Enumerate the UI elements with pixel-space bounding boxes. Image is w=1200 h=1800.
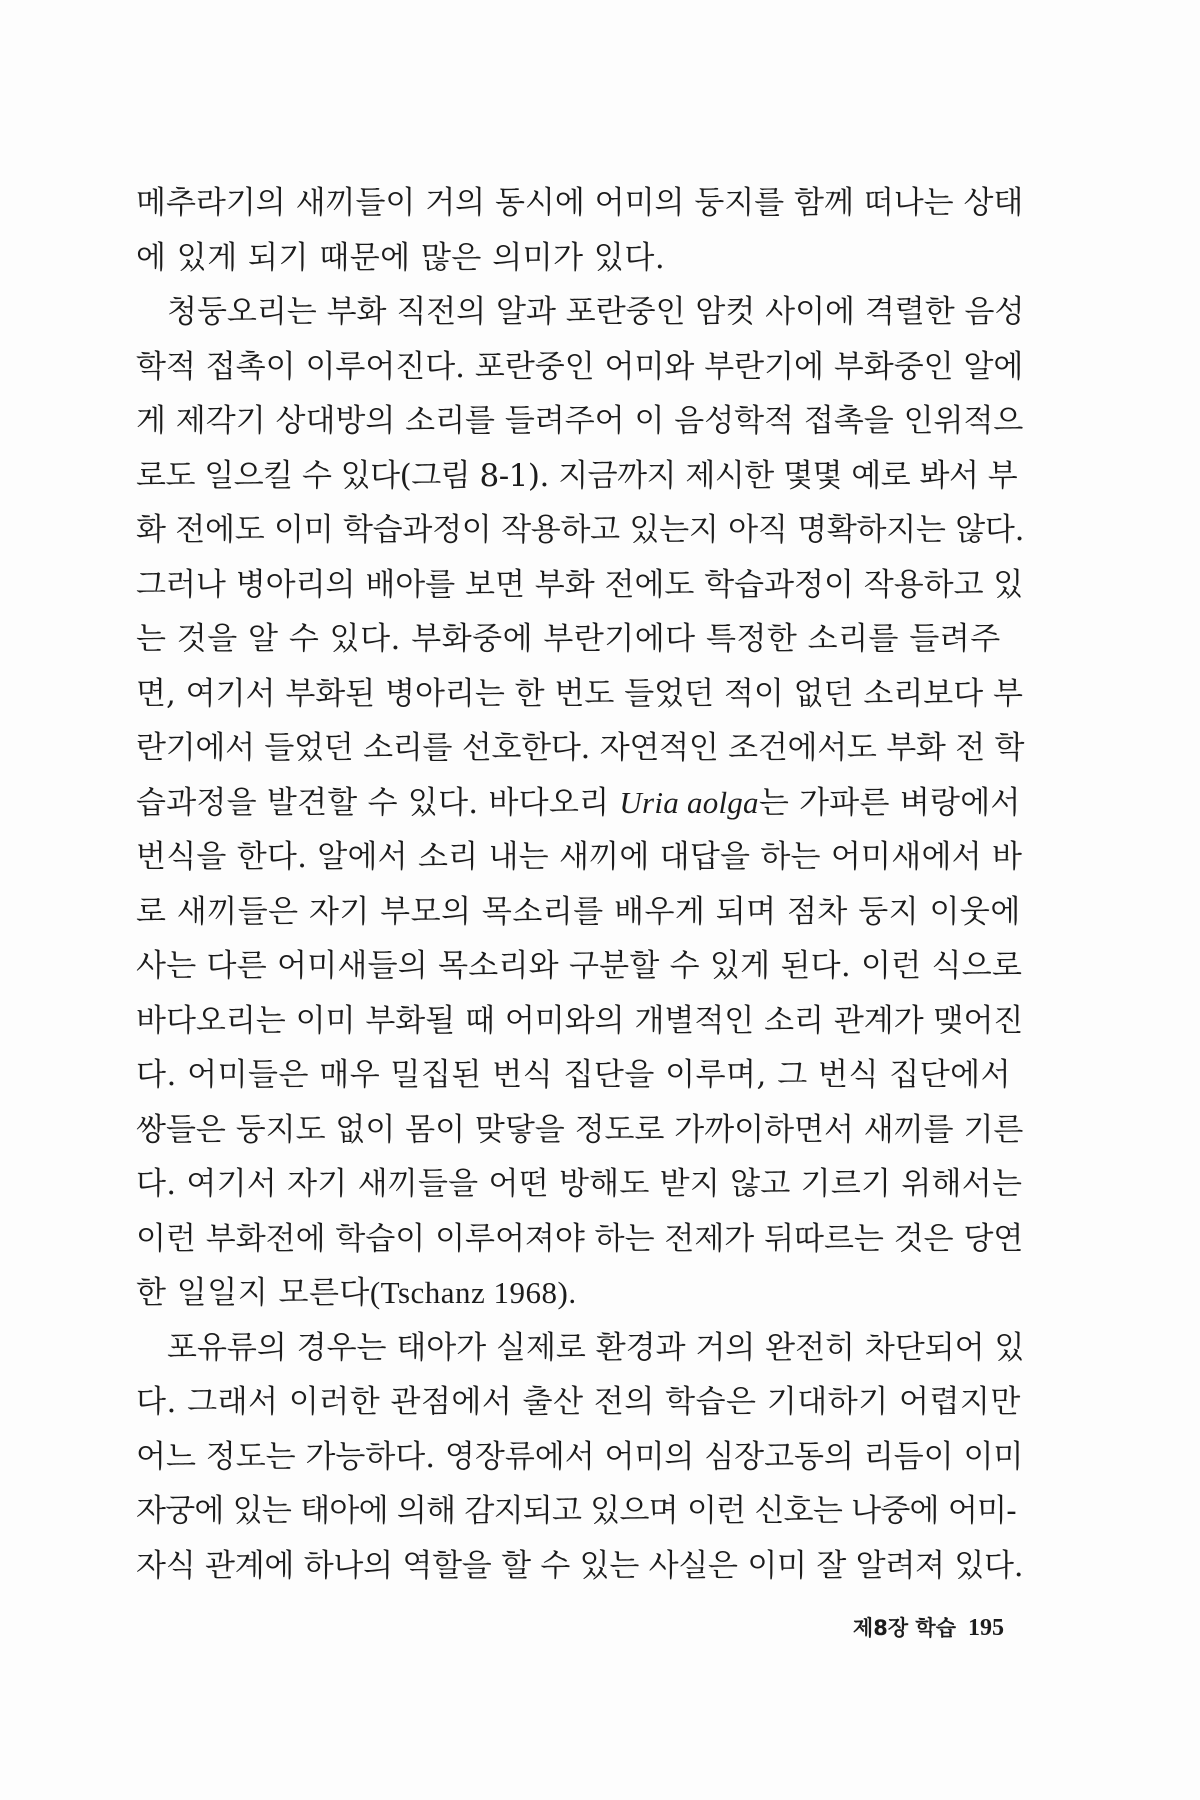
citation: (Tschanz 1968). [369,1275,577,1310]
text-segment: 한 일일지 모른다 [136,1275,370,1311]
text-line: 메추라기의 새끼들이 거의 동시에 어미의 둥지를 함께 떠나는 상태 [136,185,1024,221]
text-line: 다. 그래서 이러한 관점에서 출산 전의 학습은 기대하기 어렵지만 [136,1384,1021,1420]
text-line: 청둥오리는 부화 직전의 알과 포란중인 암컷 사이에 격렬한 음성 [167,294,1025,330]
text-line: 면, 여기서 부화된 병아리는 한 번도 들었던 적이 없던 소리보다 부 [136,675,1023,712]
text-line: 이런 부화전에 학습이 이루어져야 하는 전제가 뒤따르는 것은 당연 [136,1220,1024,1257]
text-line: 사는 다른 어미새들의 목소리와 구분할 수 있게 된다. 이런 식으로 [136,948,1023,984]
text-line: 란기에서 들었던 소리를 선호한다. 자연적인 조건에서도 부화 전 학 [136,730,1025,766]
text-segment: 는 가파른 벼랑에서 [758,784,1021,821]
text-line: 번식을 한다. 알에서 소리 내는 새끼에 대답을 하는 어미새에서 바 [136,839,1023,875]
text-line: 자식 관계에 하나의 역할을 할 수 있는 사실은 이미 잘 알려져 있다. [136,1547,1024,1584]
text-line: 는 것을 알 수 있다. 부화중에 부란기에다 특정한 소리를 들려주 [136,621,1001,657]
body-text [136,176,1024,1593]
text-line: 로도 일으킬 수 있다(그림 8-1). 지금까지 제시한 몇몇 예로 봐서 부 [136,457,1018,494]
page-number: 195 [968,1615,1004,1641]
species-name: Uria aolga [619,784,759,820]
page-footer [853,1608,1004,1648]
text-line: 어느 정도는 가능하다. 영장류에서 어미의 심장고동의 리듬이 이미 [136,1438,1024,1475]
text-line: 다. 여기서 자기 새끼들을 어떤 방해도 받지 않고 기르기 위해서는 [136,1166,1023,1202]
text-line: 게 제각기 상대방의 소리를 들려주어 이 음성학적 접촉을 인위적으 [136,403,1024,439]
text-line: 그러나 병아리의 배아를 보면 부화 전에도 학습과정이 작용하고 있 [136,566,1024,603]
text-line [136,1266,1024,1321]
text-line: 로 새끼들은 자기 부모의 목소리를 배우게 되며 점차 둥지 이웃에 [136,893,1021,930]
text-line: 포유류의 경우는 태아가 실제로 환경과 거의 완전히 차단되어 있 [167,1329,1025,1366]
text-line: 쌍들은 둥지도 없이 몸이 맞닿을 정도로 가까이하면서 새끼를 기른 [136,1111,1024,1148]
text-line: 바다오리는 이미 부화될 때 어미와의 개별적인 소리 관계가 맺어진 [136,1002,1024,1039]
chapter-label: 제8장 학습 [852,1616,956,1640]
text-line: 다. 어미들은 매우 밀집된 번식 집단을 이루며, 그 번식 집단에서 [136,1057,1012,1093]
text-line: 에 있게 되기 때문에 많은 의미가 있다. [136,239,666,276]
text-line [136,776,1024,831]
text-line: 자궁에 있는 태아에 의해 감지되고 있으며 이런 신호는 나중에 어미- [136,1493,1016,1529]
text-line: 학적 접촉이 이루어진다. 포란중인 어미와 부란기에 부화중인 알에 [136,348,1024,385]
text-segment: 습과정을 발견할 수 있다. 바다오리 [136,784,620,821]
text-line: 화 전에도 이미 학습과정이 작용하고 있는지 아직 명확하지는 않다. [136,512,1025,548]
